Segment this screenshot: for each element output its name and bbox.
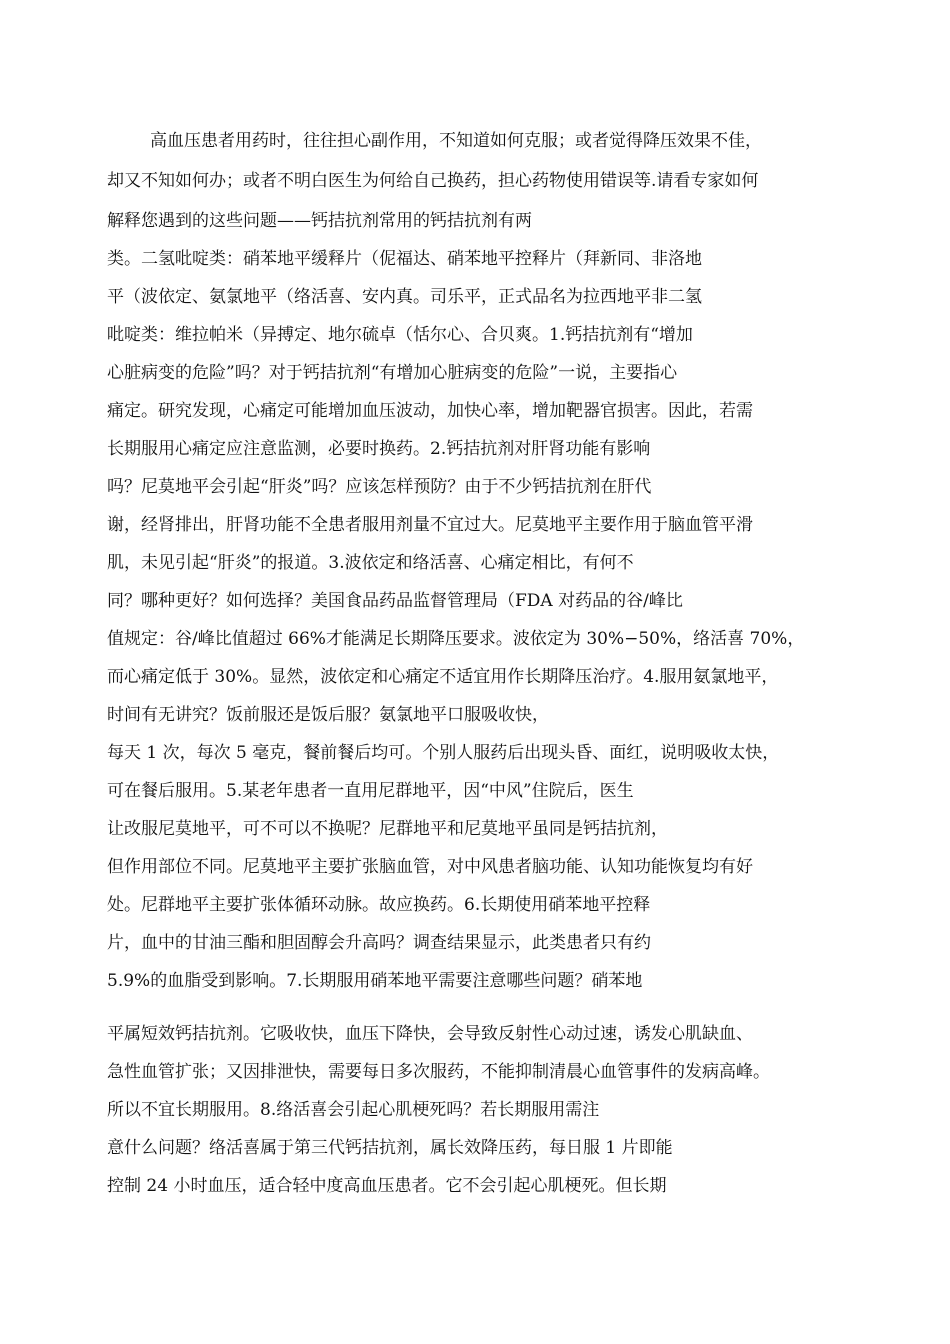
paragraph-line: 心脏病变的危险”吗？对于钙拮抗剂“有增加心脏病变的危险”一说，主要指心 (107, 363, 678, 383)
paragraph-line: 让改服尼莫地平，可不可以不换呢？尼群地平和尼莫地平虽同是钙拮抗剂， (107, 819, 668, 839)
paragraph-line: 但作用部位不同。尼莫地平主要扩张脑血管，对中风患者脑功能、认知功能恢复均有好 (107, 857, 753, 877)
paragraph-line: 肌，未见引起“肝炎”的报道。3.波依定和络活喜、心痛定相比，有何不 (107, 553, 634, 573)
paragraph-line: 而心痛定低于 30%。显然，波依定和心痛定不适宜用作长期降压治疗。4.服用氨氯地平， (107, 667, 779, 687)
paragraph-line: 吗？尼莫地平会引起“肝炎”吗？应该怎样预防？由于不少钙拮抗剂在肝代 (107, 477, 652, 497)
paragraph-line: 意什么问题？络活喜属于第三代钙拮抗剂，属长效降压药，每日服 1 片即能 (107, 1138, 673, 1158)
paragraph-line: 片，血中的甘油三酯和胆固醇会升高吗？调查结果显示，此类患者只有约 (107, 933, 651, 953)
paragraph-line: 谢，经肾排出，肝肾功能不全患者服用剂量不宜过大。尼莫地平主要作用于脑血管平滑 (107, 515, 753, 535)
paragraph-line: 所以不宜长期服用。8.络活喜会引起心肌梗死吗？若长期服用需注 (107, 1100, 600, 1120)
paragraph-line: 却又不知如何办；或者不明白医生为何给自己换药，担心药物使用错误等.请看专家如何 (107, 171, 759, 191)
paragraph-line: 控制 24 小时血压，适合轻中度高血压患者。它不会引起心肌梗死。但长期 (107, 1176, 667, 1196)
paragraph-line: 时间有无讲究？饭前服还是饭后服？氨氯地平口服吸收快， (107, 705, 549, 725)
paragraph-line: 同？哪种更好？如何选择？美国食品药品监督管理局（FDA 对药品的谷/峰比 (107, 591, 683, 611)
paragraph-line: 长期服用心痛定应注意监测，必要时换药。2.钙拮抗剂对肝肾功能有影响 (107, 439, 651, 459)
paragraph-line: 平（波依定、氨氯地平（络活喜、安内真。司乐平，正式品名为拉西地平非二氢 (107, 287, 702, 307)
paragraph-line: 解释您遇到的这些问题——钙拮抗剂常用的钙拮抗剂有两 (107, 211, 532, 231)
paragraph-line: 急性血管扩张；又因排泄快，需要每日多次服药，不能抑制清晨心血管事件的发病高峰。 (107, 1062, 770, 1082)
paragraph-line: 处。尼群地平主要扩张体循环动脉。故应换药。6.长期使用硝苯地平控释 (107, 895, 651, 915)
paragraph-line: 高血压患者用药时，往往担心副作用，不知道如何克服；或者觉得降压效果不佳， (150, 131, 762, 151)
paragraph-line: 吡啶类：维拉帕米（异搏定、地尔硫卓（恬尔心、合贝爽。1.钙拮抗剂有“增加 (107, 325, 693, 345)
paragraph-line: 平属短效钙拮抗剂。它吸收快，血压下降快，会导致反射性心动过速，诱发心肌缺血、 (107, 1024, 753, 1044)
paragraph-line: 每天 1 次，每次 5 毫克，餐前餐后均可。个别人服药后出现头昏、面红，说明吸收太快， (107, 743, 780, 763)
paragraph-line: 5.9%的血脂受到影响。7.长期服用硝苯地平需要注意哪些问题？硝苯地 (107, 971, 643, 991)
paragraph-line: 类。二氢吡啶类：硝苯地平缓释片（伲福达、硝苯地平控释片（拜新同、非洛地 (107, 249, 702, 269)
paragraph-line: 痛定。研究发现，心痛定可能增加血压波动，加快心率，增加靶器官损害。因此，若需 (107, 401, 753, 421)
paragraph-line: 可在餐后服用。5.某老年患者一直用尼群地平，因“中风”住院后，医生 (107, 781, 634, 801)
paragraph-line: 值规定：谷/峰比值超过 66%才能满足长期降压要求。波依定为 30%−50%，络活喜 70%， (107, 629, 805, 649)
